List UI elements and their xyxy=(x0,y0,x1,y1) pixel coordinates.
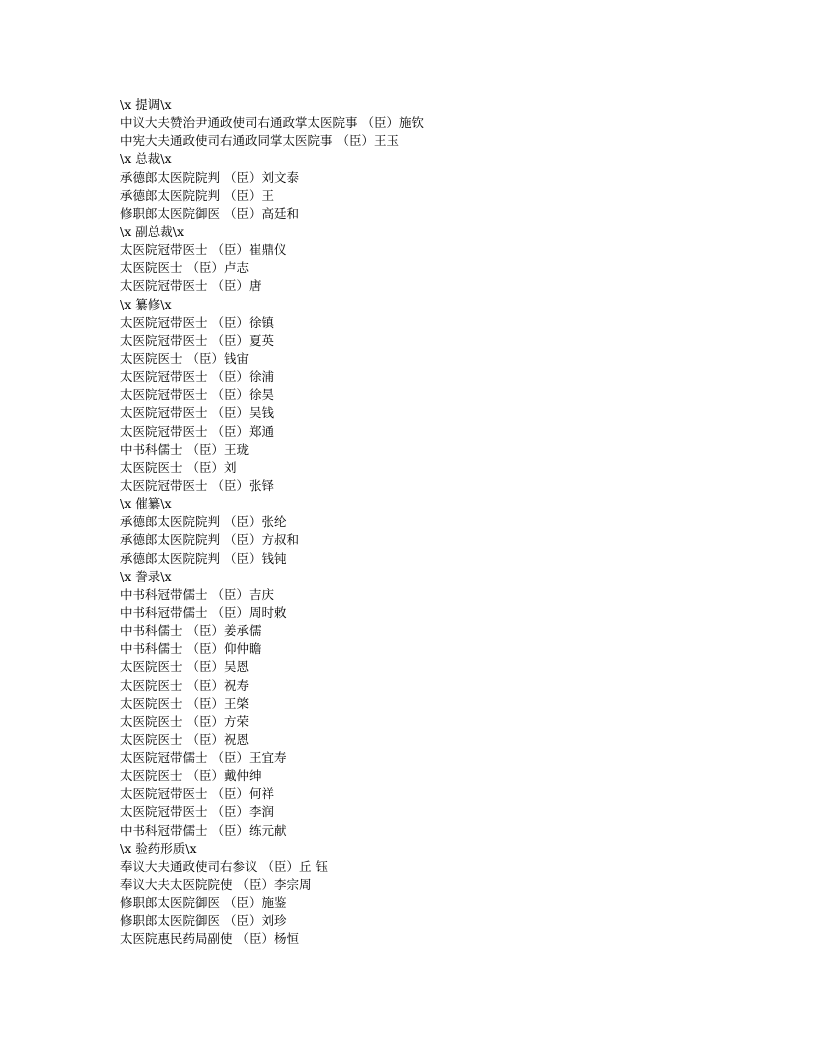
name-entry: 太医院医士 （臣）吴恩 xyxy=(120,659,249,675)
name-entry: 太医院冠带医士 （臣）唐 xyxy=(120,278,262,294)
name-entry: 中书科儒士 （臣）王珑 xyxy=(120,441,249,457)
section-heading: \x 验药形质\x xyxy=(120,840,197,856)
name-entry: 太医院冠带医士 （臣）李润 xyxy=(120,804,274,820)
name-entry: 太医院冠带医士 （臣）徐浦 xyxy=(120,369,274,385)
name-entry: 太医院医士 （臣）祝寿 xyxy=(120,677,249,693)
name-entry: 太医院医士 （臣）戴仲绅 xyxy=(120,768,262,784)
section-heading: \x 催纂\x xyxy=(120,496,172,512)
name-entry: 中议大夫赞治尹通政使司右通政掌太医院事 （臣）施钦 xyxy=(120,115,424,131)
name-entry: 太医院冠带医士 （臣）吴钱 xyxy=(120,405,274,421)
name-entry: 承德郎太医院院判 （臣）方叔和 xyxy=(120,532,299,548)
section-heading: \x 提调\x xyxy=(120,97,172,112)
name-entry: 修职郎太医院御医 （臣）刘珍 xyxy=(120,913,287,929)
name-entry: 承德郎太医院院判 （臣）王 xyxy=(120,187,274,203)
name-entry: 太医院医士 （臣）钱宙 xyxy=(120,350,249,366)
name-entry: 修职郎太医院御医 （臣）高廷和 xyxy=(120,205,299,221)
name-entry: 太医院冠带医士 （臣）夏英 xyxy=(120,332,274,348)
name-entry: 太医院冠带医士 （臣）郑通 xyxy=(120,423,274,439)
name-entry: 承德郎太医院院判 （臣）刘文泰 xyxy=(120,169,299,185)
section-heading: \x 副总裁\x xyxy=(120,223,184,239)
name-entry: 中书科冠带儒士 （臣）练元献 xyxy=(120,822,287,838)
name-entry: 中书科儒士 （臣）仰仲瞻 xyxy=(120,641,262,657)
name-entry: 太医院冠带医士 （臣）何祥 xyxy=(120,786,274,802)
name-entry: 太医院冠带医士 （臣）徐昊 xyxy=(120,387,274,403)
name-entry: 修职郎太医院御医 （臣）施鉴 xyxy=(120,895,287,911)
name-entry: 中书科冠带儒士 （臣）吉庆 xyxy=(120,586,274,602)
name-entry: 太医院冠带医士 （臣）张铎 xyxy=(120,477,274,493)
name-entry: 太医院医士 （臣）祝恩 xyxy=(120,731,249,747)
name-entry: 中书科儒士 （臣）姜承儒 xyxy=(120,623,262,639)
name-entry: 中宪大夫通政使司右通政同掌太医院事 （臣）王玉 xyxy=(120,133,399,149)
name-entry: 奉议大夫太医院院使 （臣）李宗周 xyxy=(120,877,312,893)
name-entry: 太医院医士 （臣）卢志 xyxy=(120,260,249,276)
name-entry: 太医院医士 （臣）方荣 xyxy=(120,713,249,729)
name-entry: 承德郎太医院院判 （臣）张纶 xyxy=(120,514,287,530)
name-entry: 太医院冠带儒士 （臣）王宜寿 xyxy=(120,750,287,766)
name-entry: 太医院医士 （臣）王棨 xyxy=(120,695,249,711)
name-entry: 承德郎太医院院判 （臣）钱钝 xyxy=(120,550,287,566)
document-text-block xyxy=(120,96,760,949)
name-entry: 中书科冠带儒士 （臣）周时敕 xyxy=(120,604,287,620)
section-heading: \x 纂修\x xyxy=(120,296,172,312)
section-heading: \x 誊录\x xyxy=(120,568,172,584)
name-entry: 太医院冠带医士 （臣）崔鼎仪 xyxy=(120,242,287,258)
name-entry: 奉议大夫通政使司右参议 （臣）丘 钰 xyxy=(120,858,328,874)
name-entry: 太医院医士 （臣）刘 xyxy=(120,459,237,475)
name-entry: 太医院惠民药局副使 （臣）杨恒 xyxy=(120,931,299,947)
section-heading: \x 总裁\x xyxy=(120,151,172,167)
name-entry: 太医院冠带医士 （臣）徐镇 xyxy=(120,314,274,330)
